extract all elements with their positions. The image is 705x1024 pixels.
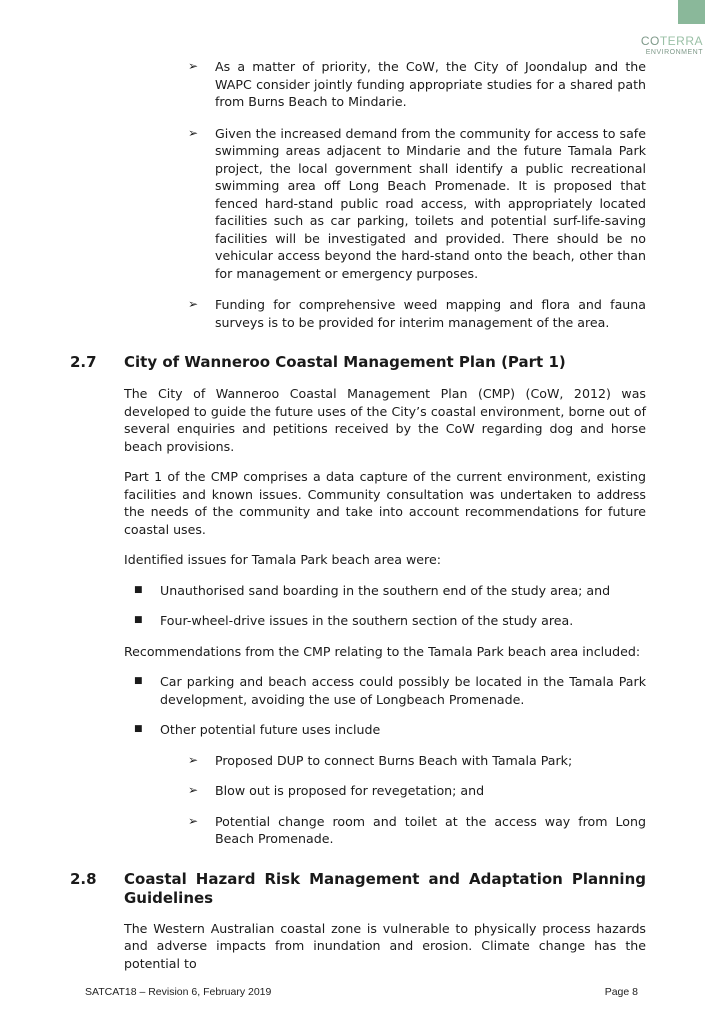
list-item: ➢ Funding for comprehensive weed mapping and flora and fauna surveys is to be provided for interim management of the area. (188, 297, 646, 330)
paragraph: The City of Wanneroo Coastal Management Plan (CMP) (CoW, 2012) was developed to guide the future uses of the City’s coastal environment, borne out of several enquiries and petitions received by the CoW regarding dog and horse beach provisions. (124, 386, 646, 454)
list-item: ■ Unauthorised sand boarding in the southern end of the study area; and (134, 582, 611, 598)
square-bullet-icon: ■ (134, 615, 143, 625)
arrow-bullet-icon: ➢ (188, 297, 199, 311)
list-item: ■ Car parking and beach access could possibly be located in the Tamala Park development, avoiding the use of Longbeach Promenade. (134, 674, 646, 707)
logo-brand: COTERRA (640, 34, 703, 48)
list-item: ➢ Proposed DUP to connect Burns Beach with Tamala Park; (188, 752, 573, 768)
list-item: ■ Four-wheel-drive issues in the southern section of the study area. (134, 613, 574, 628)
list-item: ➢ As a matter of priority, the CoW, the City of Joondalup and the WAPC consider jointly funding appropriate studies for a shared path from Burns Beach to Mindarie. (188, 59, 646, 109)
arrow-bullet-icon: ➢ (188, 813, 199, 828)
section-heading: 2.7 City of Wanneroo Coastal Management Plan (Part 1) (70, 353, 566, 371)
footer-revision: SATCAT18 – Revision 6, February 2019 (85, 986, 272, 998)
list-item: ➢ Given the increased demand from the community for access to safe swimming areas adjacent to Mindarie and the future Tamala Park project, the local government shall identify a public recreational swimming area off Long Beach Promenade. It is proposed that fenced hard-stand public road access, with appropriately located facilities such as car parking, toilets and potential surf-life-saving facilities will be investigated and provided. There should be no vehicular access beyond the hard-stand onto the beach, other than for management or emergency purposes. (188, 125, 646, 281)
page-number: Page 8 (604, 986, 638, 998)
paragraph: Part 1 of the CMP comprises a data capture of the current environment, existing facilities and known issues. Community consultation was undertaken to address the needs of the community and take into account recommendations for future coastal uses. (124, 469, 646, 537)
square-bullet-icon: ■ (134, 676, 143, 686)
paragraph: Recommendations from the CMP relating to the Tamala Park beach area included: (124, 643, 641, 659)
list-item: ➢ Potential change room and toilet at the access way from Long Beach Promenade. (188, 813, 646, 846)
document-body (70, 58, 646, 972)
arrow-bullet-icon: ➢ (188, 752, 199, 767)
section-heading: 2.8 Coastal Hazard Risk Management and Adaptation Planning Guidelines (70, 869, 646, 907)
arrow-bullet-icon: ➢ (188, 125, 199, 140)
square-bullet-icon: ■ (134, 584, 143, 595)
list-item: ➢ Blow out is proposed for revegetation; and (188, 783, 485, 798)
paragraph: Identified issues for Tamala Park beach area were: (124, 552, 441, 567)
square-bullet-icon: ■ (134, 724, 143, 734)
arrow-bullet-icon: ➢ (188, 59, 199, 73)
coterra-logo (641, 35, 703, 57)
logo-subtitle: ENVIRONMENT (645, 49, 703, 56)
paragraph: The Western Australian coastal zone is vulnerable to physically process hazards and adverse impacts from inundation and erosion. Climate change has the potential to (124, 920, 646, 971)
arrow-bullet-icon: ➢ (188, 783, 199, 797)
list-item: ■ Other potential future uses include (134, 722, 381, 737)
corner-accent-block (678, 0, 705, 24)
